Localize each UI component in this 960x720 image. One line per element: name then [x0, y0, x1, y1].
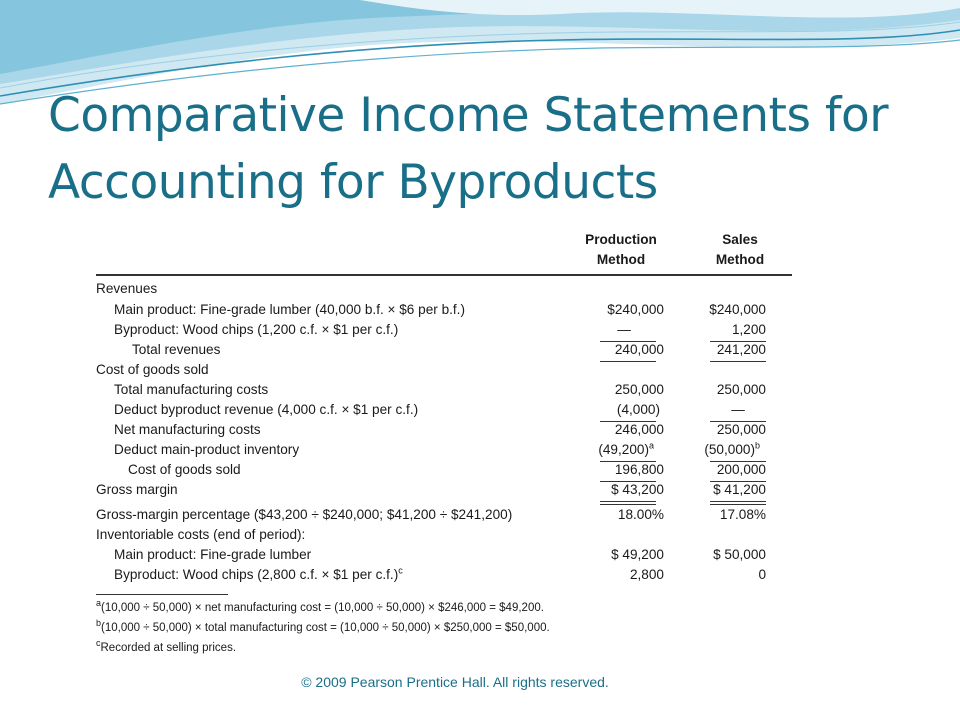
row-label: Total manufacturing costs — [114, 382, 269, 397]
table-row — [88, 360, 796, 380]
slide-title-line-2: Accounting for Byproducts — [48, 155, 658, 210]
footnote-divider — [96, 594, 228, 595]
footnote-ref: c — [398, 565, 403, 576]
table-row — [88, 420, 796, 440]
sales-value: 250,000 — [716, 382, 766, 397]
row-label: Gross margin — [96, 482, 178, 497]
production-value: (4,000) — [616, 402, 660, 417]
production-header-line-1: Production — [585, 232, 657, 247]
double-rule — [600, 501, 656, 502]
footnote-c — [96, 640, 236, 656]
footnote-ref: a — [648, 440, 654, 451]
header-divider — [96, 274, 792, 276]
production-value: 246,000 — [614, 422, 664, 437]
sales-value: $ 41,200 — [713, 482, 766, 497]
sales-value: 241,200 — [716, 342, 766, 357]
production-value: 250,000 — [614, 382, 664, 397]
table-row — [88, 400, 796, 420]
production-value: $240,000 — [607, 302, 664, 317]
production-value: $ 43,200 — [611, 482, 664, 497]
sales-value: — — [731, 402, 745, 417]
table-row — [88, 505, 796, 525]
row-label: Cost of goods sold — [128, 462, 241, 477]
table-row — [88, 460, 796, 480]
sales-header-line-2: Method — [715, 252, 765, 267]
double-rule — [710, 501, 766, 502]
row-label: Main product: Fine-grade lumber — [114, 547, 312, 562]
production-value: 18.00% — [617, 507, 664, 522]
production-value: $ 49,200 — [611, 547, 664, 562]
row-label: Inventoriable costs (end of period): — [96, 527, 306, 542]
footnote-mark: a — [96, 598, 102, 609]
sales-value: 17.08% — [719, 507, 766, 522]
production-amount: (49,200) — [598, 442, 649, 457]
row-label: Deduct byproduct revenue (4,000 c.f. × $1 per c.f.) — [114, 402, 419, 417]
row-label: Net manufacturing costs — [114, 422, 261, 437]
table-row — [88, 565, 796, 585]
footnote-text: (10,000 ÷ 50,000) × net manufacturing cost = (10,000 ÷ 50,000) × $246,000 = $49,200. — [101, 602, 544, 614]
row-label: Main product: Fine-grade lumber (40,000 b.f. × $6 per b.f.) — [114, 302, 465, 317]
production-value — [564, 440, 654, 460]
table-row — [88, 340, 796, 360]
row-label: Deduct main-product inventory — [114, 442, 300, 457]
footnote-text: (10,000 ÷ 50,000) × total manufacturing cost = (10,000 ÷ 50,000) × $250,000 = $50,000. — [101, 622, 550, 634]
table-row — [88, 380, 796, 400]
sales-value: 200,000 — [716, 462, 766, 477]
table-row — [88, 320, 796, 340]
sales-value: $ 50,000 — [713, 547, 766, 562]
copyright-notice: © 2009 Pearson Prentice Hall. All rights reserved. — [301, 674, 609, 690]
sales-value: 1,200 — [731, 322, 766, 337]
row-label: Gross-margin percentage ($43,200 ÷ $240,000; $41,200 ÷ $241,200) — [96, 507, 513, 522]
production-method-header — [566, 230, 676, 270]
sales-amount: (50,000) — [704, 442, 755, 457]
footnote-b — [96, 620, 550, 636]
slide-title-line-1: Comparative Income Statements for — [48, 88, 889, 143]
row-label — [114, 565, 403, 585]
footnote-ref: b — [754, 440, 760, 451]
sales-value — [670, 440, 760, 460]
footnote-text: Recorded at selling prices. — [100, 642, 237, 654]
footnote-a — [96, 600, 544, 616]
footnote-mark: b — [96, 618, 102, 629]
production-value: 196,800 — [614, 462, 664, 477]
production-value: — — [617, 322, 631, 337]
production-value: 2,800 — [629, 567, 664, 582]
table-row — [88, 300, 796, 320]
row-label-text: Byproduct: Wood chips (2,800 c.f. × $1 per c.f.) — [114, 567, 399, 582]
table-row — [88, 480, 796, 500]
row-label: Total revenues — [132, 342, 221, 357]
production-value: 240,000 — [614, 342, 664, 357]
table-row — [88, 545, 796, 565]
row-label: Revenues — [96, 281, 158, 296]
production-header-line-2: Method — [596, 252, 646, 267]
sales-value: 0 — [758, 567, 766, 582]
table-row — [88, 279, 796, 299]
row-label: Cost of goods sold — [96, 362, 209, 377]
table-row — [88, 440, 796, 460]
footnote-mark: c — [96, 638, 101, 649]
income-statement-table — [88, 224, 796, 660]
slide-title — [48, 82, 928, 216]
sales-value: 250,000 — [716, 422, 766, 437]
table-row — [88, 525, 796, 545]
row-label: Byproduct: Wood chips (1,200 c.f. × $1 per c.f.) — [114, 322, 399, 337]
sales-header-line-1: Sales — [722, 232, 758, 247]
sales-value: $240,000 — [709, 302, 766, 317]
sales-method-header — [685, 230, 795, 270]
